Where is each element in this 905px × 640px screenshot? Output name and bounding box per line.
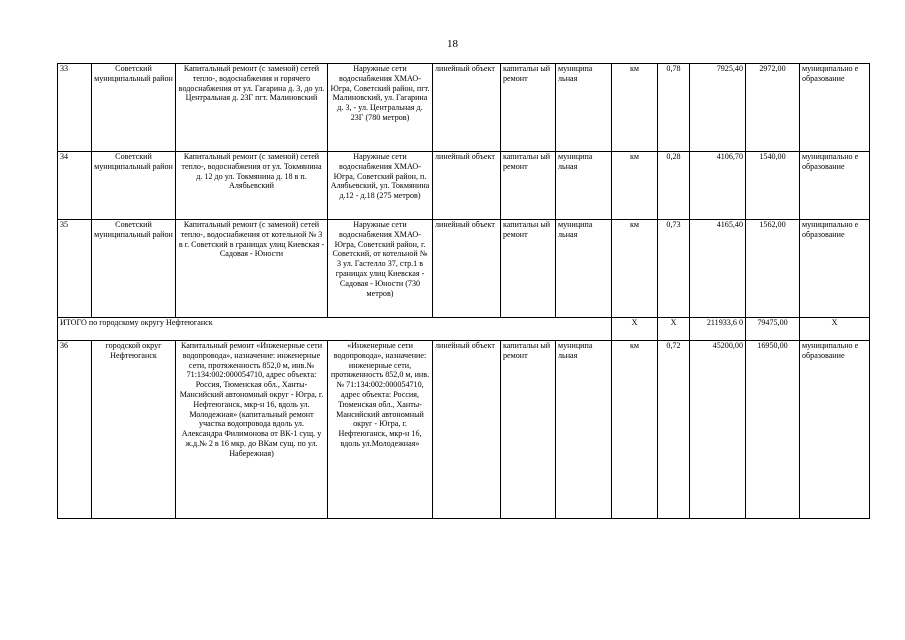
work-description-cell: Капитальный ремонт «Инженерные сети водопровода», назначение: инженерные сети, протяженность 852,0 м, инв.№ 71:134:002:000054710, адрес объекта: Россия, Тюменская обл., Ханты-Мансийский автономный округ - Югра, г. Нефтеюганск, мкр-н 16, вдоль ул. Молодежная» (капитальный ремонт участка водопровода вдоль ул. Александра Филимонова от ВК-1 сущ. у ж.д.№ 2 в 16 мкр. до ВКам сущ. по ул. Набережная) bbox=[176, 341, 328, 519]
object-type-cell: линейный объект bbox=[433, 64, 501, 152]
cost-budget-cell: 2972,00 bbox=[746, 64, 800, 152]
total-x-unit: X bbox=[612, 318, 658, 341]
table-row bbox=[58, 341, 870, 519]
work-description-cell: Капитальный ремонт (с заменой) сетей тепло-, водоснабжения от котельной № 3 в г. Советский в границах улиц Киевская - Садовая - Юности bbox=[176, 220, 328, 318]
cost-total-cell: 4106,70 bbox=[690, 152, 746, 220]
work-type-cell: капитальн ый ремонт bbox=[501, 341, 556, 519]
ownership-cell: муниципа льная bbox=[556, 152, 612, 220]
row-number: 33 bbox=[58, 64, 92, 152]
work-type-cell: капитальн ый ремонт bbox=[501, 220, 556, 318]
object-description-cell: «Инженерные сети водопровода», назначение: инженерные сети, протяженность 852,0 м, инв.№ 71:134:002:000054710, адрес объекта: Россия, Тюменская обл., Ханты-Мансийский автономный округ - Югра, г. Нефтеюганск, мкр-н 16, вдоль ул.Молодежная» bbox=[328, 341, 433, 519]
unit-cell: км bbox=[612, 220, 658, 318]
cost-budget-cell: 1562,00 bbox=[746, 220, 800, 318]
total-cost-total: 211933,6 0 bbox=[690, 318, 746, 341]
cost-total-cell: 4165,40 bbox=[690, 220, 746, 318]
unit-cell: км bbox=[612, 64, 658, 152]
ownership-cell: муниципа льная bbox=[556, 220, 612, 318]
unit-cell: км bbox=[612, 152, 658, 220]
length-cell: 0,73 bbox=[658, 220, 690, 318]
unit-cell: км bbox=[612, 341, 658, 519]
cost-total-cell: 7925,40 bbox=[690, 64, 746, 152]
work-type-cell: капитальн ый ремонт bbox=[501, 64, 556, 152]
cost-budget-cell: 1540,00 bbox=[746, 152, 800, 220]
length-cell: 0,78 bbox=[658, 64, 690, 152]
object-description-cell: Наружные сети водоснабжения ХМАО-Югра, Советский район, п. Алябьевский, ул. Токмянина д.12 - д.18 (275 метров) bbox=[328, 152, 433, 220]
district-cell: Советский муниципальный район bbox=[92, 220, 176, 318]
table-row bbox=[58, 64, 870, 152]
work-description-cell: Капитальный ремонт (с заменой) сетей тепло-, водоснабжения от ул. Токмянина д. 12 до ул. Токмянина д. 18 в п. Алябьевский bbox=[176, 152, 328, 220]
cost-total-cell: 45200,00 bbox=[690, 341, 746, 519]
total-x-length: X bbox=[658, 318, 690, 341]
length-cell: 0,72 bbox=[658, 341, 690, 519]
object-type-cell: линейный объект bbox=[433, 220, 501, 318]
object-type-cell: линейный объект bbox=[433, 341, 501, 519]
work-description-cell: Капитальный ремонт (с заменой) сетей тепло-, водоснабжения и горячего водоснабжения от ул. Гагарина д. 3, до ул. Центральная д. 23Г пгт. Малиновский bbox=[176, 64, 328, 152]
district-cell: городской округ Нефтеюганск bbox=[92, 341, 176, 519]
table-row bbox=[58, 220, 870, 318]
length-cell: 0,28 bbox=[658, 152, 690, 220]
ownership-cell: муниципа льная bbox=[556, 64, 612, 152]
page-number: 18 bbox=[447, 38, 458, 50]
owner-cell: муниципально е образование bbox=[800, 64, 870, 152]
object-description-cell: Наружные сети водоснабжения ХМАО-Югра, Советский район, пгт. Малиновский, ул. Гагарина д. 3, - ул. Центральная д. 23Г (780 метров) bbox=[328, 64, 433, 152]
owner-cell: муниципально е образование bbox=[800, 341, 870, 519]
row-number: 34 bbox=[58, 152, 92, 220]
total-label: ИТОГО по городскому округу Нефтеюганск bbox=[58, 318, 612, 341]
row-number: 35 bbox=[58, 220, 92, 318]
table-row bbox=[58, 152, 870, 220]
works-table bbox=[57, 63, 870, 519]
object-description-cell: Наружные сети водоснабжения ХМАО-Югра, Советский район, г. Советский, от котельной № 3 ул. Гастелло 37, стр.1 в границах улиц Киевская - Садовая - Юности (730 метров) bbox=[328, 220, 433, 318]
district-cell: Советский муниципальный район bbox=[92, 64, 176, 152]
ownership-cell: муниципа льная bbox=[556, 341, 612, 519]
cost-budget-cell: 16950,00 bbox=[746, 341, 800, 519]
owner-cell: муниципально е образование bbox=[800, 152, 870, 220]
total-cost-budget: 79475,00 bbox=[746, 318, 800, 341]
object-type-cell: линейный объект bbox=[433, 152, 501, 220]
owner-cell: муниципально е образование bbox=[800, 220, 870, 318]
total-x-owner: X bbox=[800, 318, 870, 341]
row-number: 36 bbox=[58, 341, 92, 519]
total-row bbox=[58, 318, 870, 341]
district-cell: Советский муниципальный район bbox=[92, 152, 176, 220]
work-type-cell: капитальн ый ремонт bbox=[501, 152, 556, 220]
